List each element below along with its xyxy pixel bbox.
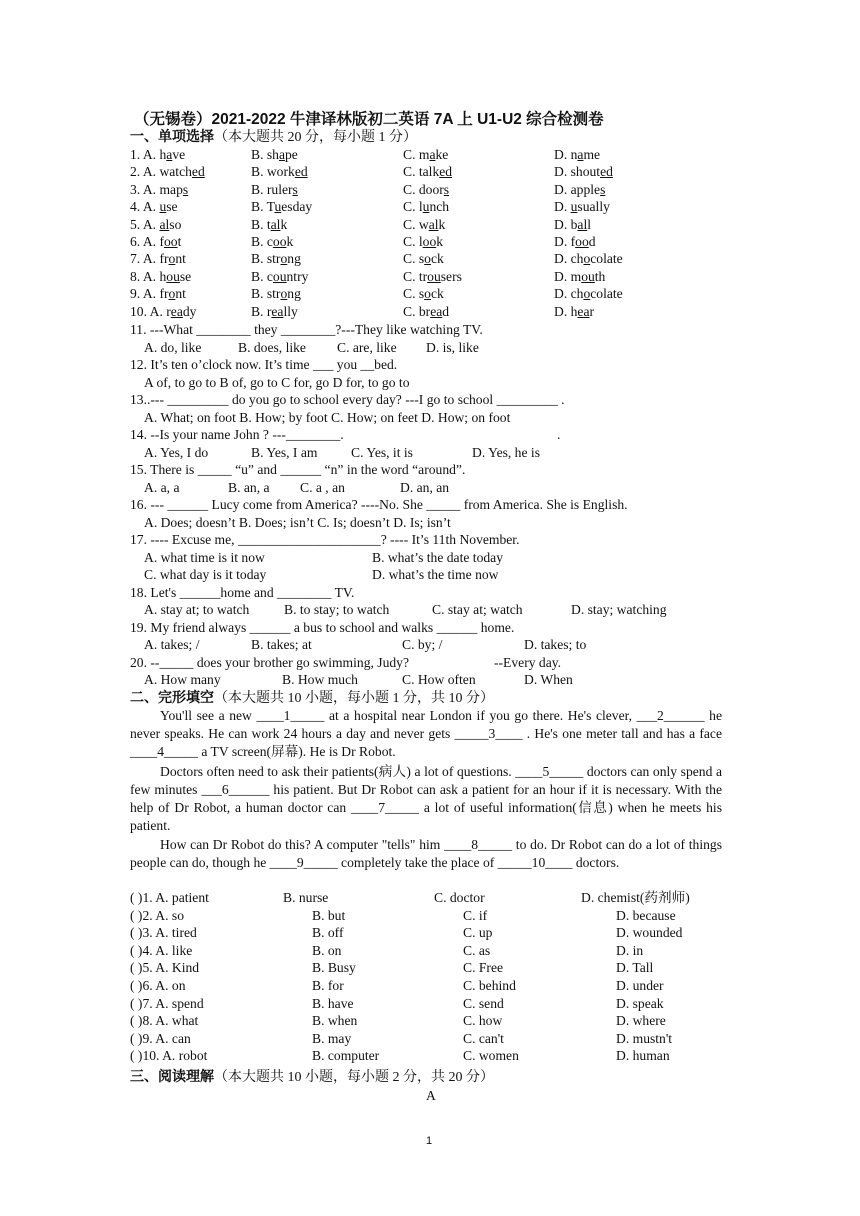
option: B. does, like: [238, 340, 306, 355]
option: C. are, like: [337, 340, 397, 355]
question-14-dot: .: [557, 427, 561, 442]
underlined-letters: a: [166, 147, 173, 162]
question-stem: [130, 146, 185, 163]
option: [403, 285, 444, 302]
answer-blank-and-option-a: ( )10. A. robot: [130, 1048, 208, 1064]
question-stem: [130, 303, 196, 320]
section1-heading: [130, 128, 417, 146]
option-suffix: pe: [285, 147, 298, 162]
underlined-letters: a: [429, 147, 436, 162]
option-prefix: D. f: [554, 234, 576, 249]
question-20-answer: --Every day.: [494, 655, 562, 670]
option: [403, 146, 448, 163]
option: D. under: [616, 978, 664, 993]
option: [251, 233, 293, 250]
underlined-letters: o: [168, 251, 176, 267]
answer-blank-and-option-a: ( )4. A. like: [130, 942, 193, 958]
page-title: （无锡卷）2021-2022 牛津译林版初二英语 7A 上 U1-U2 综合检测卷: [134, 111, 604, 128]
option: [554, 285, 623, 302]
option: C. Free: [463, 960, 504, 976]
question-16-options: A. Does; doesn’t B. Does; isn’t C. Is; doesn’t D. Is; isn’t: [144, 515, 451, 530]
option-suffix: d: [588, 234, 596, 249]
option-prefix: B. c: [251, 234, 273, 249]
underlined-letters: ou: [272, 268, 287, 284]
option: [403, 250, 444, 267]
question-13-options: A. What; on foot B. How; by foot C. How; on feet D. How; on foot: [144, 410, 511, 425]
option: D. takes; to: [524, 637, 587, 652]
option: [554, 216, 591, 233]
option: C. behind: [463, 978, 516, 993]
option: A. what time is it now: [144, 550, 265, 565]
option-suffix: r: [589, 303, 595, 319]
reading-part-label: A: [426, 1088, 436, 1103]
option: C. Yes, it is: [351, 445, 413, 460]
option: B. How much: [282, 672, 358, 687]
underlined-letters: ou: [581, 268, 595, 284]
answer-blank-and-option-a: ( )5. A. Kind: [130, 960, 200, 976]
option: D. When: [524, 672, 573, 687]
option-prefix: B. ruler: [251, 181, 293, 197]
option: D. in: [616, 942, 644, 958]
option-suffix: k: [438, 216, 446, 232]
underlined-letters: o: [280, 251, 288, 267]
question-16: 16. --- ______ Lucy come from America? ----No. She _____ from America. She is English.: [130, 497, 628, 512]
option: [403, 233, 443, 250]
question-17: 17. ---- Excuse me, _____________________? ---- It’s 11th November.: [130, 532, 520, 547]
section2-heading: [130, 689, 494, 707]
underlined-letters: o: [424, 286, 431, 302]
option-prefix: B. t: [251, 216, 271, 232]
option: [251, 303, 298, 320]
question-19: 19. My friend always ______ a bus to school and walks ______ home.: [130, 620, 515, 635]
option: A. a, a: [144, 480, 180, 495]
option-suffix: colate: [590, 251, 623, 267]
option-prefix: 6. A. f: [130, 234, 164, 249]
underlined-letters: u: [570, 199, 578, 215]
option-prefix: D. shout: [554, 164, 601, 180]
option: B. for: [312, 978, 344, 993]
option: C. up: [463, 925, 493, 941]
section1-note: （本大题共 20 分，每小题 1 分）: [214, 130, 417, 145]
option-prefix: D. ch: [554, 251, 584, 267]
underlined-letters: u: [422, 199, 430, 215]
option-suffix: me: [583, 147, 601, 162]
option: B. may: [312, 1030, 352, 1046]
option-suffix: ntry: [286, 268, 309, 284]
underlined-letters: ou: [166, 268, 180, 284]
option: C. can't: [463, 1030, 504, 1046]
option-prefix: 1. A. h: [130, 147, 167, 162]
option: [403, 268, 462, 285]
option: [251, 250, 301, 267]
option-suffix: k: [286, 234, 294, 249]
option-prefix: C. tr: [403, 268, 428, 284]
section1-title: 一、单项选择: [130, 128, 214, 144]
question-11: 11. ---What ________ they ________?---They like watching TV.: [130, 322, 483, 337]
question-stem: [130, 198, 178, 215]
option: B. nurse: [283, 890, 329, 905]
option-prefix: B. T: [251, 199, 275, 215]
underlined-letters: ed: [294, 164, 308, 180]
option: D. what’s the time now: [372, 567, 499, 582]
option: A. How many: [144, 672, 221, 687]
option-prefix: C. w: [403, 216, 429, 232]
option-suffix: l: [587, 216, 592, 232]
option: D. because: [616, 907, 676, 923]
option: C. doctor: [434, 890, 485, 905]
option: C. How often: [402, 672, 476, 687]
underlined-letters: ea: [430, 303, 443, 319]
option: B. but: [312, 907, 346, 923]
question-12: 12. It’s ten o’clock now. It’s time ___ you __bed.: [130, 357, 398, 372]
option-suffix: dy: [182, 303, 197, 319]
option-suffix: d: [442, 303, 450, 319]
option: B. on: [312, 942, 342, 958]
option-suffix: t: [177, 234, 182, 249]
option: [251, 146, 298, 163]
answer-blank-and-option-a: ( )2. A. so: [130, 907, 184, 923]
question-14: 14. --Is your name John ? ---________.: [130, 427, 344, 442]
underlined-letters: o: [424, 251, 431, 267]
question-stem: [130, 250, 186, 267]
option: C. women: [463, 1048, 519, 1064]
underlined-letters: ed: [191, 164, 205, 180]
option: D. Yes, he is: [472, 445, 540, 460]
option: A. Yes, I do: [144, 445, 209, 460]
option: D. human: [616, 1048, 670, 1064]
option: B. to stay; to watch: [284, 602, 390, 617]
question-stem: [130, 181, 188, 198]
question-stem: [130, 163, 205, 180]
option: [251, 216, 287, 233]
underlined-letters: o: [583, 286, 591, 302]
option: B. computer: [312, 1048, 380, 1064]
section3-note: （本大题共 10 小题，每小题 2 分，共 20 分）: [214, 1070, 494, 1085]
option: [554, 163, 613, 180]
option-prefix: 8. A. h: [130, 268, 167, 284]
option: [554, 181, 605, 198]
underlined-letters: s: [292, 181, 298, 197]
option: B. off: [312, 925, 344, 941]
section2-title: 二、完形填空: [130, 689, 214, 705]
underlined-letters: s: [182, 181, 189, 197]
underlined-letters: o: [168, 286, 176, 302]
answer-blank-and-option-a: ( )3. A. tired: [130, 925, 197, 941]
option: B. Busy: [312, 960, 356, 976]
option-prefix: D.: [554, 199, 571, 215]
option-prefix: D. n: [554, 147, 578, 162]
option: B. takes; at: [251, 637, 312, 652]
option-suffix: ng: [287, 286, 301, 302]
option-suffix: th: [594, 268, 606, 284]
option: [251, 181, 298, 198]
option-prefix: 9. A. fr: [130, 286, 169, 302]
option-prefix: D. m: [554, 268, 582, 284]
option: [251, 268, 308, 285]
option: D. wounded: [616, 925, 683, 941]
option-suffix: so: [169, 216, 182, 232]
option-prefix: 10. A. r: [130, 303, 171, 319]
answer-blank-and-option-a: ( )6. A. on: [130, 978, 186, 993]
underlined-letters: al: [270, 216, 281, 232]
underlined-letters: oo: [163, 234, 178, 249]
option-suffix: ck: [430, 251, 444, 267]
option: C. how: [463, 1013, 503, 1029]
option: B. have: [312, 995, 354, 1011]
option-prefix: B. sh: [251, 147, 279, 162]
option: [554, 303, 594, 320]
option: [554, 268, 605, 285]
question-stem: [130, 268, 191, 285]
underlined-letters: al: [428, 216, 439, 232]
underlined-letters: ea: [170, 303, 183, 319]
option-suffix: sually: [577, 199, 610, 215]
option-suffix: sers: [440, 268, 462, 284]
question-15: 15. There is _____ “u” and ______ “n” in the word “around”.: [130, 462, 466, 477]
question-stem: [130, 285, 186, 302]
option-prefix: D. h: [554, 303, 578, 319]
option-suffix: esday: [281, 199, 313, 215]
option: D. stay; watching: [571, 602, 667, 617]
answer-blank-and-option-a: ( )9. A. can: [130, 1030, 191, 1046]
option: C. if: [463, 907, 488, 923]
option-suffix: k: [436, 234, 444, 249]
option-prefix: C. talk: [403, 164, 440, 180]
option-prefix: D. b: [554, 216, 578, 232]
option: [554, 146, 600, 163]
option-suffix: ke: [435, 147, 449, 162]
underlined-letters: u: [274, 199, 282, 215]
option: C. stay at; watch: [432, 602, 523, 617]
question-stem: [130, 233, 181, 250]
option: [554, 198, 610, 215]
underlined-letters: o: [583, 251, 591, 267]
option-suffix: lly: [283, 303, 298, 319]
option-prefix: C. door: [403, 181, 444, 197]
option: D. mustn't: [616, 1030, 673, 1046]
option-prefix: 2. A. watch: [130, 164, 192, 180]
option-suffix: se: [179, 268, 192, 284]
option-prefix: C. s: [403, 251, 425, 267]
option-prefix: C. br: [403, 303, 431, 319]
answer-blank-and-option-a: ( )1. A. patient: [130, 890, 209, 905]
option: D. speak: [616, 995, 664, 1011]
option-prefix: B. str: [251, 251, 281, 267]
underlined-letters: oo: [422, 234, 437, 249]
underlined-letters: al: [577, 216, 588, 232]
option-prefix: D. ch: [554, 286, 584, 302]
section2-note: （本大题共 10 小题，每小题 1 分，共 10 分）: [214, 691, 494, 706]
option-prefix: B. r: [251, 303, 272, 319]
option: B. an, a: [228, 480, 270, 495]
option-prefix: 4. A.: [130, 199, 160, 215]
option-suffix: colate: [590, 286, 623, 302]
page-number: 1: [426, 1135, 433, 1147]
underlined-letters: a: [278, 147, 285, 162]
option: C. send: [463, 995, 504, 1011]
underlined-letters: o: [280, 286, 288, 302]
option-prefix: 5. A.: [130, 216, 160, 232]
option: [403, 216, 445, 233]
option: C. what day is it today: [144, 567, 267, 582]
option: A. do, like: [144, 340, 202, 355]
option: [403, 163, 452, 180]
option-suffix: ng: [287, 251, 301, 267]
underlined-letters: ed: [439, 164, 453, 180]
option: D. is, like: [426, 340, 479, 355]
underlined-letters: u: [159, 199, 167, 215]
underlined-letters: a: [577, 147, 584, 162]
question-13: 13..--- _________ do you go to school every day? ---I go to school _________ .: [130, 392, 565, 407]
option-prefix: 3. A. map: [130, 181, 183, 197]
option-suffix: ck: [430, 286, 444, 302]
underlined-letters: ou: [427, 268, 441, 284]
underlined-letters: ed: [600, 164, 613, 180]
option: A. takes; /: [144, 637, 200, 652]
underlined-letters: ea: [577, 303, 590, 319]
option-prefix: B. str: [251, 286, 281, 302]
option: C. by; /: [402, 637, 443, 652]
option-suffix: nt: [175, 251, 186, 267]
option: [554, 233, 596, 250]
option: D. Tall: [616, 960, 654, 976]
option: D. an, an: [400, 480, 450, 495]
option: B. what’s the date today: [372, 550, 503, 565]
option: [403, 181, 449, 198]
option: D. chemist(药剂师): [581, 890, 690, 905]
option: C. a , an: [300, 480, 345, 495]
option-prefix: C. l: [403, 234, 423, 249]
option-prefix: 7. A. fr: [130, 251, 169, 267]
underlined-letters: s: [600, 181, 606, 197]
option: [403, 303, 449, 320]
option-suffix: ve: [172, 147, 186, 162]
option: [251, 285, 301, 302]
option: D. where: [616, 1013, 666, 1029]
option-prefix: C. l: [403, 199, 423, 215]
section3-heading: [130, 1068, 494, 1086]
option: [251, 163, 308, 180]
cloze-paragraph-1: You'll see a new ____1_____ at a hospital near London if you go there. He's clever, ___2______ he never speaks. He can work 24 hours a day and never gets _____3____ . He's one meter tall and has a face ____4_____ a TV screen(屏幕). He is Dr Robot.: [130, 708, 722, 759]
option: A. stay at; to watch: [144, 602, 250, 617]
cloze-paragraph-3: How can Dr Robot do this? A computer "tells" him ____8_____ to do. Dr Robot can do a lot of things people can do, though he ____9_____ completely take the place of _____10____ doctors.: [130, 837, 722, 870]
answer-blank-and-option-a: ( )8. A. what: [130, 1013, 199, 1029]
option: [403, 198, 449, 215]
option: B. when: [312, 1013, 358, 1029]
option: [251, 198, 312, 215]
option-prefix: D. apple: [554, 181, 601, 197]
underlined-letters: s: [443, 181, 450, 197]
option-prefix: B. work: [251, 164, 295, 180]
underlined-letters: oo: [575, 234, 589, 249]
option-prefix: C. s: [403, 286, 425, 302]
option-suffix: nt: [175, 286, 186, 302]
question-20: 20. --_____ does your brother go swimming, Judy?: [130, 655, 410, 670]
cloze-paragraph-2: Doctors often need to ask their patients(病人) a lot of questions. ____5_____ doctors can only spend a few minutes ___6______ his patient. But Dr Robot can ask a patient for an hour if it is necessary. With the help of Dr Robot, a human doctor can ____7_____ a lot of useful information(信息) when he meets his patient.: [130, 764, 722, 833]
option: B. Yes, I am: [251, 445, 318, 460]
underlined-letters: al: [159, 216, 170, 232]
option-suffix: k: [280, 216, 288, 232]
underlined-letters: oo: [272, 234, 287, 249]
question-12-options: A of, to go to B of, go to C for, go D for, to go to: [144, 375, 410, 390]
option: C. as: [463, 942, 491, 958]
underlined-letters: ea: [271, 303, 284, 319]
option-prefix: B. c: [251, 268, 273, 284]
question-stem: [130, 216, 181, 233]
section3-title: 三、阅读理解: [130, 1068, 214, 1084]
question-18: 18. Let's ______home and ________ TV.: [130, 585, 355, 600]
option: [554, 250, 623, 267]
option-suffix: se: [166, 199, 178, 215]
option-suffix: nch: [429, 199, 450, 215]
answer-blank-and-option-a: ( )7. A. spend: [130, 995, 204, 1011]
option-prefix: C. m: [403, 147, 430, 162]
